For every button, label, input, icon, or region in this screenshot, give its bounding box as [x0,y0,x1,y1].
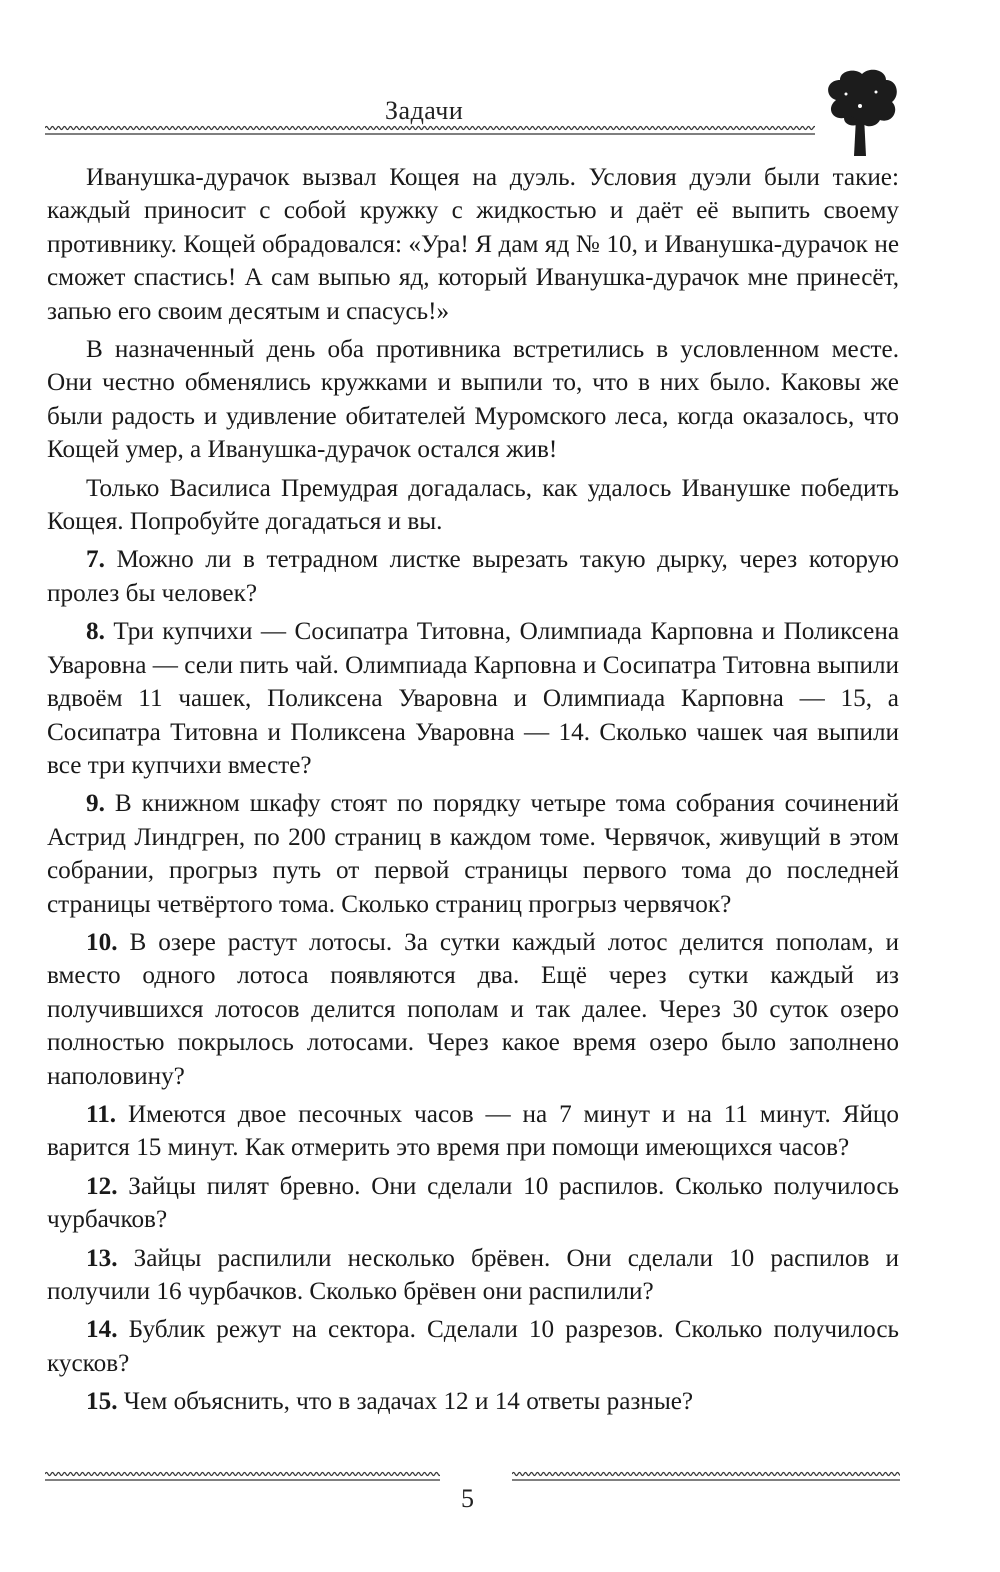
problem-12: 12. Зайцы пилят бревно. Они сделали 10 распилов. Сколько получилось чурбачков? [47,1172,899,1234]
problem-7: 7. Можно ли в тетрадном листке вырезать такую дырку, через которую пролез бы человек? [47,546,899,607]
problem-number: 13. [86,1244,118,1272]
paragraph-duel-day: В назначенный день оба противника встретились в условленном месте. Они честно обменялись кружками и выпили то, что в них было. Каковы же были радость и удивление обитателей Муромского леса, когда оказалось, что Кощей умер, а Иванушка-дурачок остался жив! [47,336,899,464]
page-number: 5 [461,1484,474,1513]
problem-number: 12. [86,1172,118,1200]
paragraph-duel-question: Только Василиса Премудрая догадалась, как удалось Иванушке победить Кощея. Попробуйте догадаться и вы. [47,474,899,536]
problem-number: 10. [86,928,118,956]
problem-14: 14. Бублик режут на сектора. Сделали 10 разрезов. Сколько получилось кусков? [47,1316,899,1377]
problem-15: 15. Чем объяснить, что в задачах 12 и 14 ответы разные? [86,1388,694,1416]
problem-8: 8. Три купчихи — Сосипатра Титовна, Олимпиада Карповна и Поликсена Уваровна — сели пить чай. Олимпиада Карповна и Сосипатра Титовна выпили вдвоём 11 чашек, Поликсена Уваровна и Олимпиада Карповна — 15, а Сосипатра Титовна и Поликсена Уваровна — 14. Сколько чашек чая выпили все три купчихи вместе? [47,618,899,779]
problem-number: 14. [86,1316,118,1344]
header-wavy-rule [45,124,815,136]
problem-11: 11. Имеются двое песочных часов — на 7 минут и на 11 минут. Яйцо варится 15 минут. Как отмерить это время при помощи имеющихся часов? [47,1100,899,1162]
problem-13: 13. Зайцы распилили несколько брёвен. Они сделали 10 распилов и получили 16 чурбачков. Сколько брёвен они распилили? [47,1244,899,1305]
problem-number: 8. [86,618,105,646]
problems-text [47,161,899,1419]
problem-9: 9. В книжном шкафу стоят по порядку четыре тома собрания сочинений Астрид Линдгрен, по 200 страниц в каждом томе. Червячок, живущий в этом собрании, прогрыз путь от первой страницы первого тома до последней страницы четвёртого тома. Сколько страниц прогрыз червячок? [47,790,899,918]
problem-number: 7. [86,546,105,574]
footer-wavy-rule-right [512,1470,900,1482]
footer-wavy-rule-left [45,1470,440,1482]
problem-number: 11. [86,1100,117,1128]
problem-number: 15. [86,1388,118,1416]
problem-number: 9. [86,790,105,818]
tree-icon [818,66,902,158]
paragraph-duel-intro: Иванушка-дурачок вызвал Кощея на дуэль. Условия дуэли были такие: каждый приносит с собой кружку с жидкостью и даёт её выпить своему противнику. Кощей обрадовался: «Ура! Я дам яд № 10, и Иванушка-дурачок не сможет спастись! А сам выпью яд, который Иванушка-дурачок мне принесёт, запью его своим десятым и спасусь!» [47,164,899,325]
problem-10: 10. В озере растут лотосы. За сутки каждый лотос делится пополам, и вместо одного лотоса появляются два. Ещё через сутки каждый из получившихся лотосов делится пополам и так далее. Через 30 суток озеро полностью покрылось лотосами. Через какое время озеро было заполнено наполовину? [47,928,899,1090]
running-header-title: Задачи [385,96,464,125]
